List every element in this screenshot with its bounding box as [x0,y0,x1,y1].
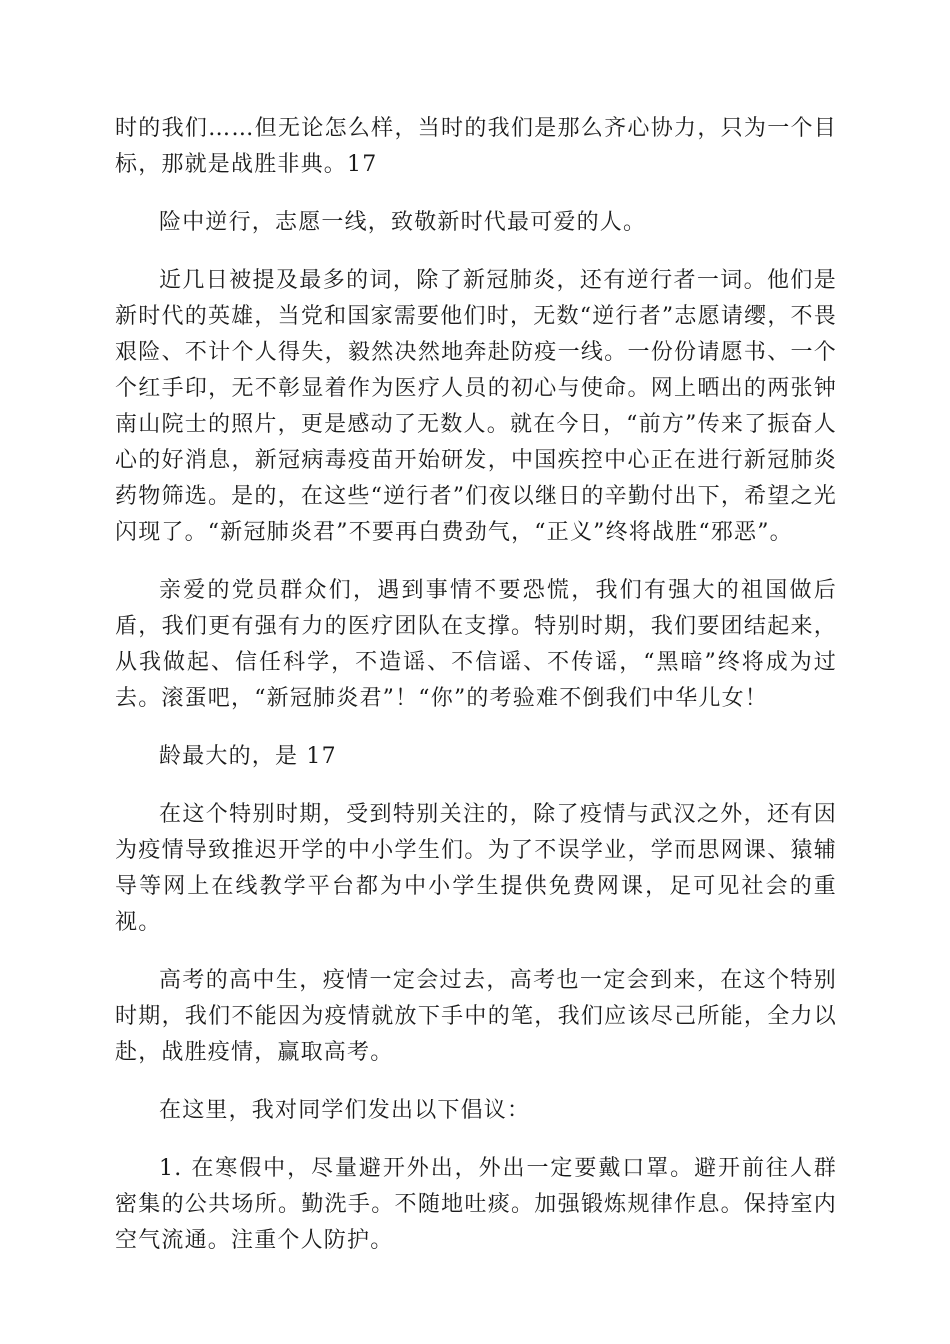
paragraph-gaokao: 高考的高中生，疫情一定会过去，高考也一定会到来，在这个特别时期，我们不能因为疫情就放下手中的笔，我们应该尽己所能，全力以赴，战胜疫情，赢取高考。 [115,968,837,1065]
paragraph-students: 在这个特别时期，受到特别关注的，除了疫情与武汉之外，还有因为疫情导致推迟开学的中小学生们。为了不误学业，学而思网课、猿辅导等网上在线教学平台都为中小学生提供免费网课，足可见社会的重视。 [115,802,837,935]
paragraph-retrogrades: 近几日被提及最多的词，除了新冠肺炎，还有逆行者一词。他们是新时代的英雄，当党和国家需要他们时，无数“逆行者”志愿请缨，不畏艰险、不计个人得失，毅然决然地奔赴防疫一线。一份份请愿书、一个个红手印，无不彰显着作为医疗人员的初心与使命。网上晒出的两张钟南山院士的照片，更是感动了无数人。就在今日，“前方”传来了振奋人心的好消息，新冠病毒疫苗开始研发，中国疾控中心正在进行新冠肺炎药物筛选。是的，在这些“逆行者”们夜以继日的辛勤付出下，希望之光闪现了。“新冠肺炎君”不要再白费劲气，“正义”终将战胜“邪恶”。 [115,268,837,545]
paragraph-oldest: 龄最大的，是 17 [159,744,337,769]
paragraph-continuation: 时的我们……但无论怎么样，当时的我们是那么齐心协力，只为一个目标，那就是战胜非典。17 [115,116,837,177]
paragraph-proposal-item-1: 1. 在寒假中，尽量避开外出，外出一定要戴口罩。避开前往人群密集的公共场所。勤洗手。不随地吐痰。加强锻炼规律作息。保持室内空气流通。注重个人防护。 [115,1156,837,1253]
paragraph-proposal-intro: 在这里，我对同学们发出以下倡议： [159,1098,531,1123]
paragraph-heading-volunteers: 险中逆行，志愿一线，致敬新时代最可爱的人。 [159,210,647,235]
document-body [115,111,837,1281]
paragraph-party-members: 亲爱的党员群众们，遇到事情不要恐慌，我们有强大的祖国做后盾，我们更有强有力的医疗团队在支撑。特别时期，我们要团结起来，从我做起、信任科学，不造谣、不信谣、不传谣，“黑暗”终将成为过去。滚蛋吧，“新冠肺炎君”！“你”的考验难不倒我们中华儿女！ [115,578,837,711]
